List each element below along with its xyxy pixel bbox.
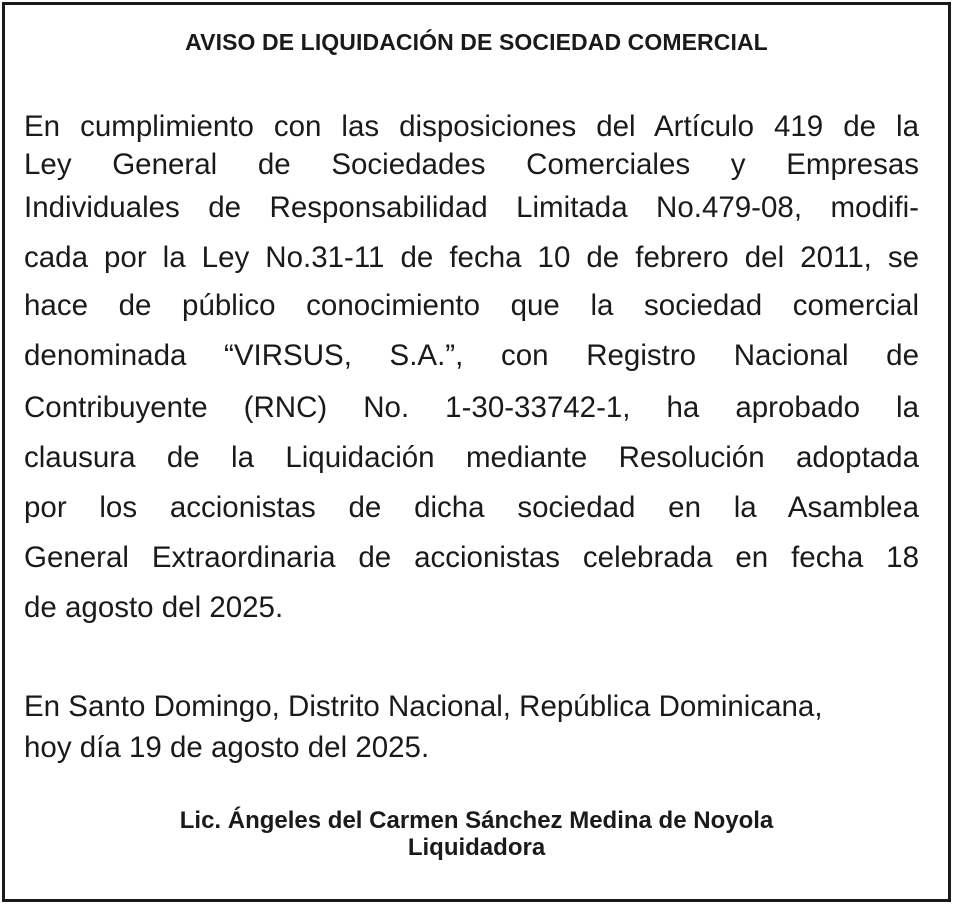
body-line-10: General Extraordinaria de accionistas celebrada en fecha 18 — [24, 541, 919, 574]
body-line-9: por los accionistas de dicha sociedad en la Asamblea — [24, 491, 919, 524]
signer-name: Lic. Ángeles del Carmen Sánchez Medina de Noyola — [179, 807, 774, 834]
place-date-line-2: hoy día 19 de agosto del 2025. — [24, 731, 430, 764]
body-line-2: Ley General de Sociedades Comerciales y Empresas — [24, 148, 919, 181]
body-line-8: clausura de la Liquidación mediante Resolución adoptada — [24, 441, 919, 474]
body-line-5: hace de público conocimiento que la sociedad comercial — [24, 289, 919, 322]
body-line-7: Contribuyente (RNC) No. 1-30-33742-1, ha aprobado la — [24, 391, 919, 424]
body-line-3: Individuales de Responsabilidad Limitada No.479-08, modifi- — [24, 191, 919, 224]
body-line-11: de agosto del 2025. — [24, 591, 284, 624]
place-date-line-1: En Santo Domingo, Distrito Nacional, República Dominicana, — [24, 690, 823, 723]
signer-role: Liquidadora — [407, 834, 546, 861]
body-line-1: En cumplimiento con las disposiciones del Artículo 419 de la — [24, 110, 919, 143]
body-line-6: denominada “VIRSUS, S.A.”, con Registro Nacional de — [24, 339, 919, 372]
notice-title: AVISO DE LIQUIDACIÓN DE SOCIEDAD COMERCIAL — [185, 29, 768, 55]
body-line-4: cada por la Ley No.31-11 de fecha 10 de febrero del 2011, se — [24, 241, 919, 274]
